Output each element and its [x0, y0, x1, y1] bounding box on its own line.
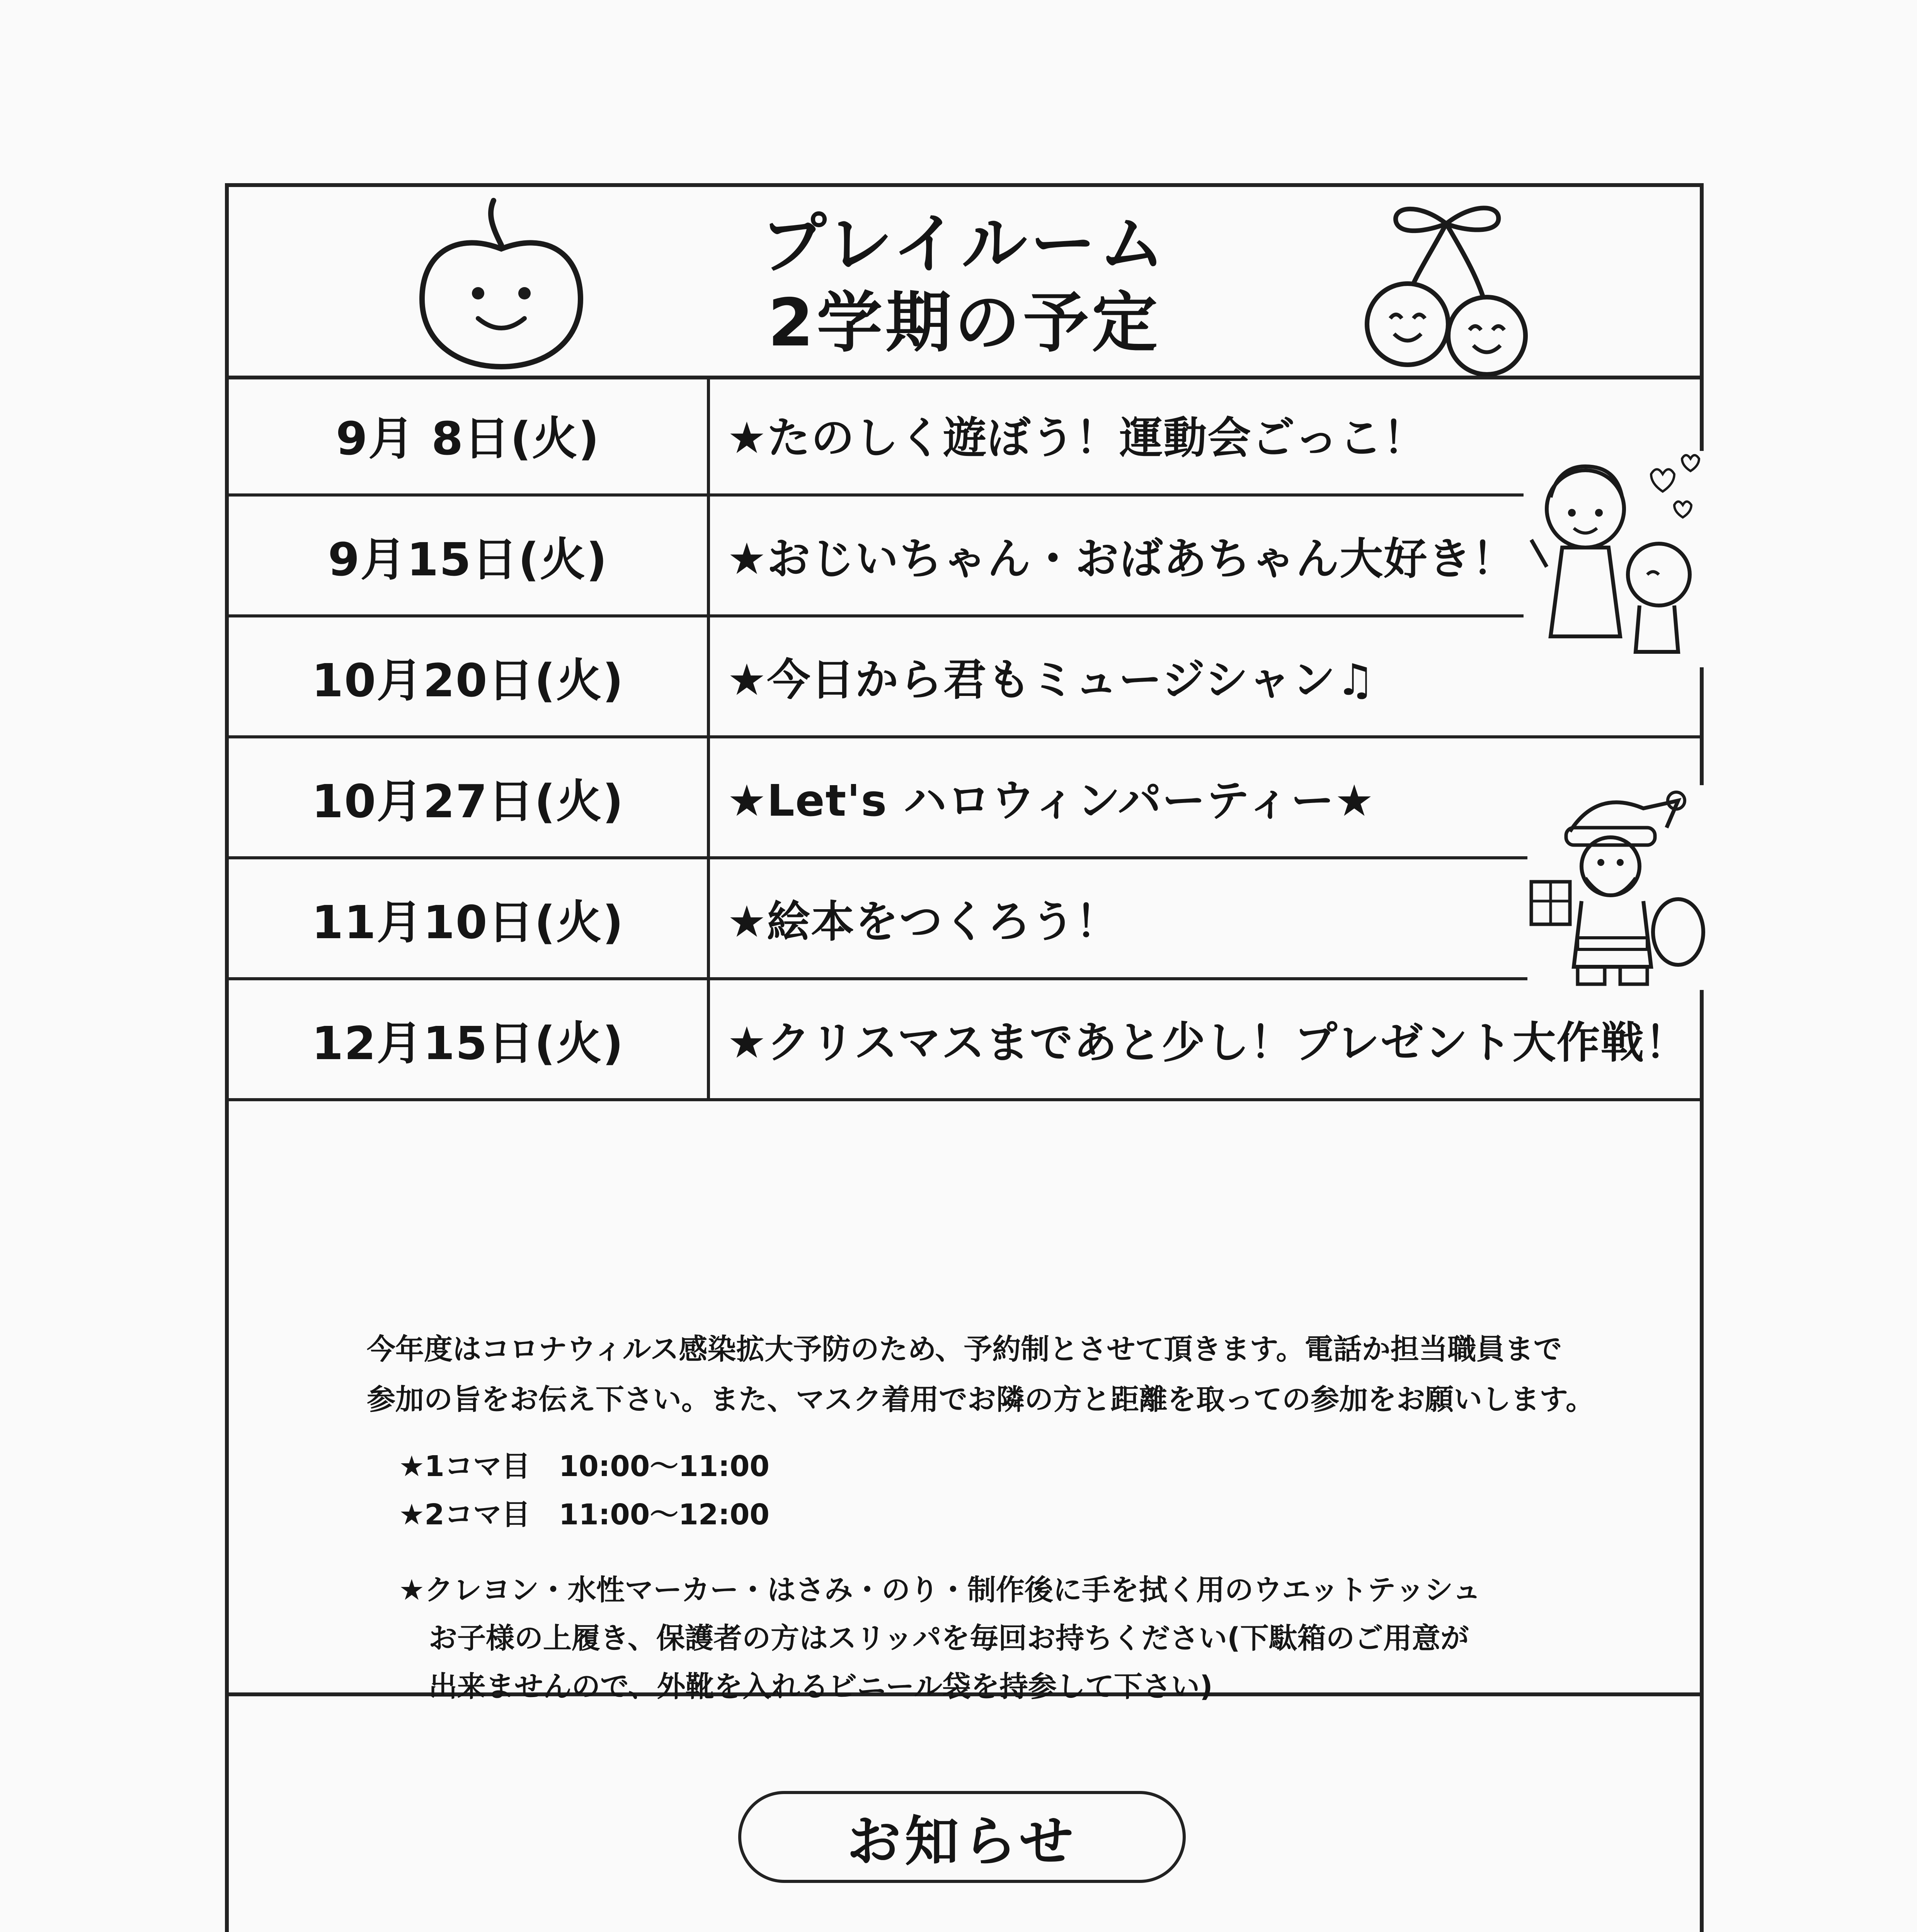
table-row [229, 980, 1700, 1101]
schedule-date: 11月10日(火) [229, 859, 710, 977]
items-line: 出来ませんので、外靴を入れるビニール袋を持参して下さい) [429, 1670, 1213, 1703]
intro-line: 参加の旨をお伝え下さい。また、マスク着用でお隣の方と距離を取っての参加をお願いします。 [367, 1383, 1595, 1416]
page-title-line2: 2学期の予定 [768, 285, 1161, 361]
notice-heading: お知らせ [738, 1791, 1186, 1883]
schedule-event: ★Let's ハロウィンパーティー★ [727, 776, 1375, 826]
table-row [229, 738, 1700, 859]
santa-icon [1527, 785, 1705, 990]
title-box [229, 187, 1700, 379]
table-row [229, 497, 1700, 617]
schedule-event: ★おじいちゃん・おばあちゃん大好き！ [727, 534, 1516, 584]
schedule-date: 9月15日(火) [229, 497, 710, 614]
notice-section [229, 1696, 1700, 1932]
info-section [229, 1101, 1700, 1703]
schedule-event: ★今日から君もミュージシャン♫ [727, 655, 1376, 705]
schedule-date: 10月27日(火) [229, 738, 710, 856]
flyer-frame [225, 183, 1704, 1932]
schedule-event: ★絵本をつくろう！ [727, 897, 1120, 947]
page-title-line1: プレイルーム [761, 206, 1168, 282]
grandma-child-icon [1524, 451, 1705, 667]
table-row [229, 376, 1700, 497]
items-line: お子様の上履き、保護者の方はスリッパを毎回お持ちください(下駄箱のご用意が [429, 1622, 1469, 1655]
table-row [229, 617, 1700, 738]
items-line: ★クレヨン・水性マーカー・はさみ・のり・制作後に手を拭く用のウエットテッシュ [399, 1573, 1481, 1607]
table-row [229, 859, 1700, 980]
schedule-event: ★たのしく遊ぼう！運動会ごっこ！ [727, 413, 1427, 463]
schedule-event: ★クリスマスまであと少し！プレゼント大作戦！ [727, 1018, 1689, 1068]
cherries-face-icon [1350, 195, 1566, 376]
schedule-date: 9月 8日(火) [229, 376, 710, 493]
schedule-date: 12月15日(火) [229, 980, 710, 1098]
time-slot: ★1コマ目 10:00～11:00 [399, 1450, 770, 1483]
intro-line: 今年度はコロナウィルス感染拡大予防のため、予約制とさせて頂きます。電話か担当職員まで [367, 1333, 1562, 1366]
time-slot: ★2コマ目 11:00～12:00 [399, 1498, 770, 1531]
schedule-date: 10月20日(火) [229, 617, 710, 735]
